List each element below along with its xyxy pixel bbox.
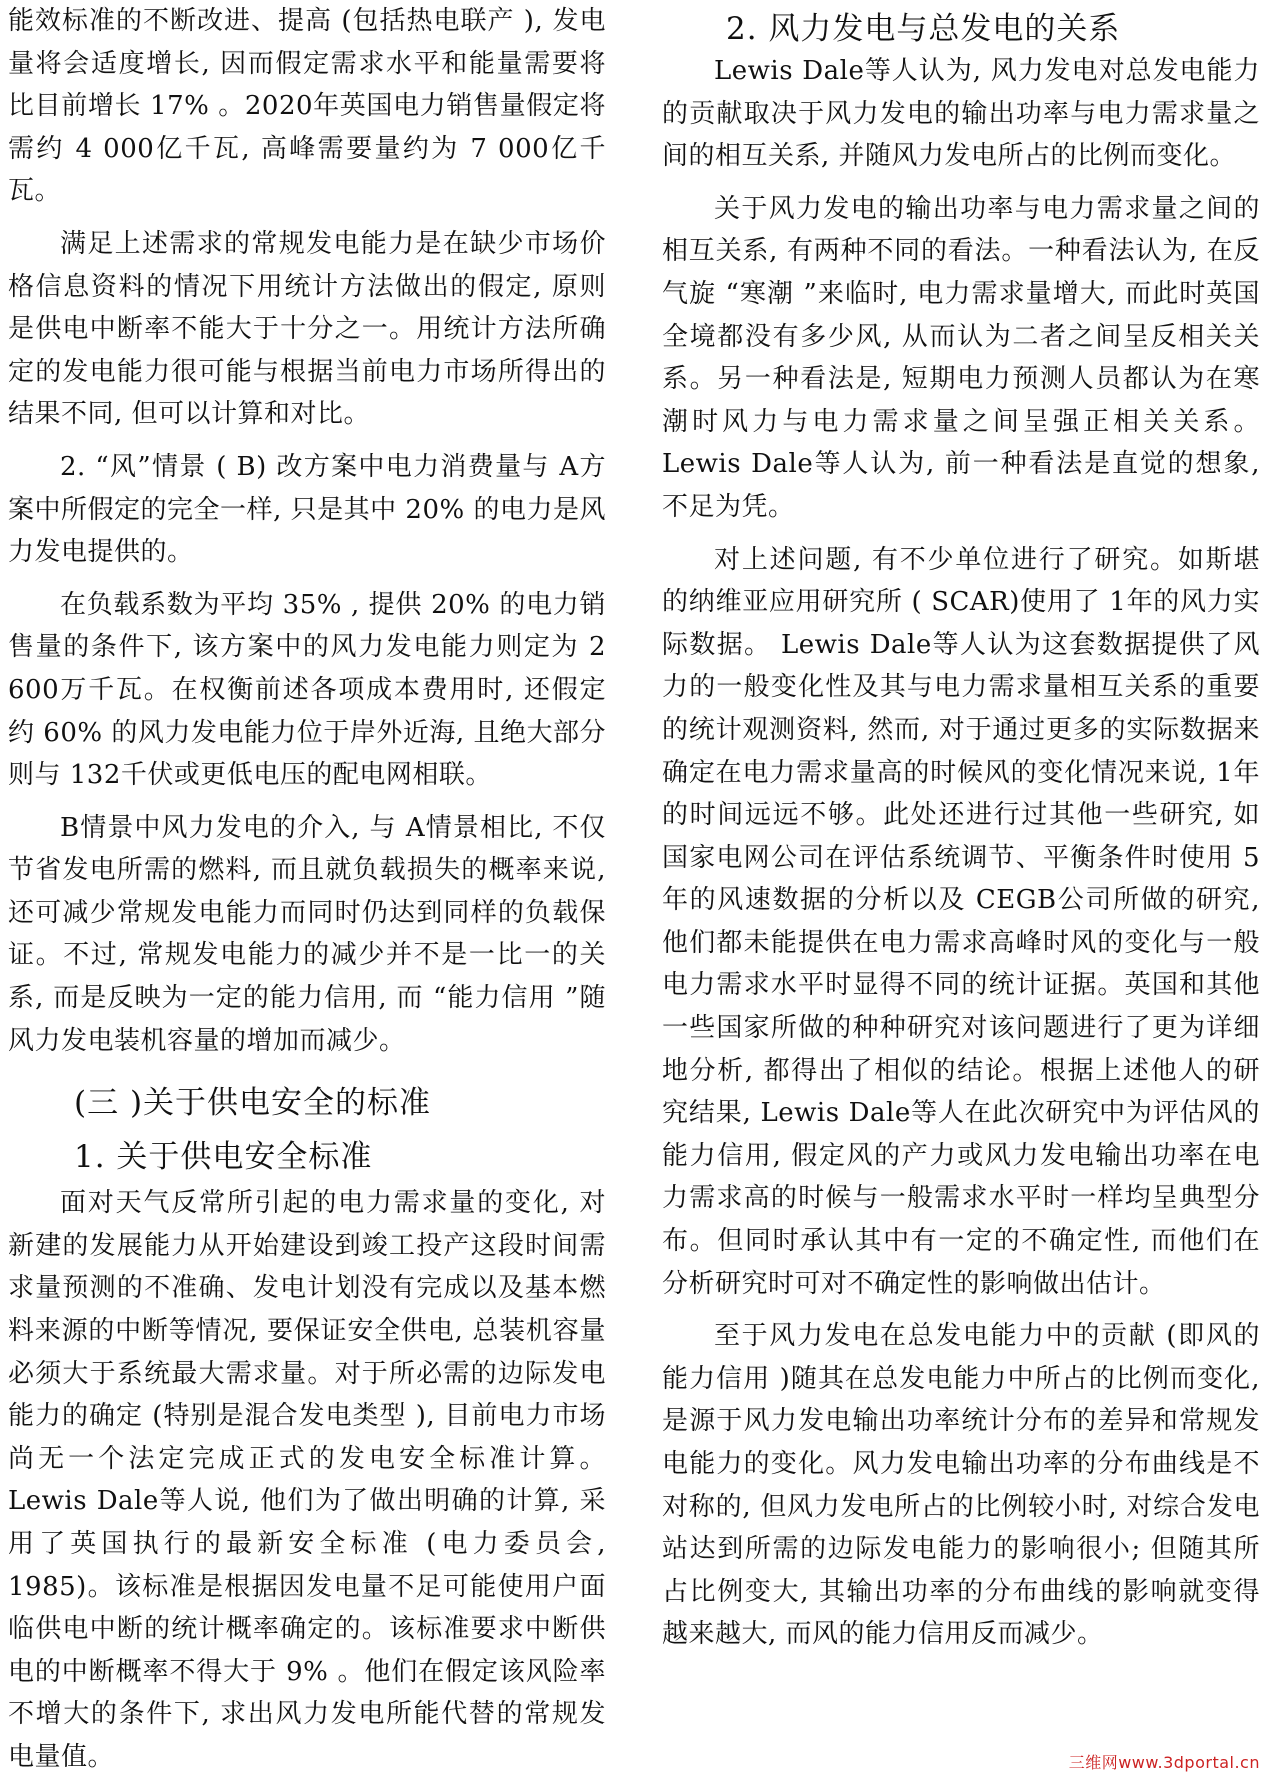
paragraph-capacity-credit-variation: 至于风力发电在总发电能力中的贡献 (即风的能力信用 )随其在总发电能力中所占的比例而变化, 是源于风力发电输出功率统计分布的差异和常规发电能力的变化。风力发电输出功率的分布曲线是不对称的, 但风力发电所占的比例较小时, 对综合发电站达到所需的边际发电能力的影响很小; 但随其所占比例变大, 其输出功率的分布曲线的影响就变得越来越大, 而风的能力信用反而减少。 [662, 1321, 1260, 1650]
paragraph-wind-contribution: Lewis Dale等人认为, 风力发电对总发电能力的贡献取决于风力发电的输出功率与电力需求量之间的相互关系, 并随风力发电所占的比例而变化。 [662, 56, 1260, 172]
paragraph-load-factor: 在负载系数为平均 35% , 提供 20% 的电力销售量的条件下, 该方案中的风力发电能力则定为 2 600万千瓦。在权衡前述各项成本费用时, 还假定约 60% 的风力发电能力位于岸外近海, 且绝大部分则与 132千伏或更低电压的配电网相联。 [8, 589, 606, 791]
paragraph-conventional-capacity: 满足上述需求的常规发电能力是在缺少市场价格信息资料的情况下用统计方法做出的假定, 原则是供电中断率不能大于十分之一。用统计方法所确定的发电能力很可能与根据当前电力市场所得出的结果不同, 但可以计算和对比。 [8, 228, 606, 430]
right-column [662, 0, 1260, 1656]
paragraph-research-studies: 对上述问题, 有不少单位进行了研究。如斯堪的纳维亚应用研究所 ( SCAR)使用了 1年的风力实际数据。 Lewis Dale等人认为这套数据提供了风力的一般变化性及其与电力需求量相互关系的重要的统计观测资料, 然而, 对于通过更多的实际数据来确定在电力需求量高的时候风的变化情况来说, 1年的时间远远不够。此处还进行过其他一些研究, 如国家电网公司在评估系统调节、平衡条件时使用 5年的风速数据的分析以及 CEGB公司所做的研究, 他们都未能提供在电力需求高峰时风的变化与一般电力需求水平时显得不同的统计证据。英国和其他一些国家所做的种种研究对该问题进行了更为详细地分析, 都得出了相似的结论。根据上述他人的研究结果, Lewis Dale等人在此次研究中为评估风的能力信用, 假定风的产力或风力发电输出功率在电力需求高的时候与一般需求水平时一样均呈典型分布。但同时承认其中有一定的不确定性, 而他们在分析研究时可对不确定性的影响做出估计。 [662, 544, 1260, 1299]
subheading-wind-total-relation: 2. 风力发电与总发电的关系 [726, 11, 1121, 47]
paragraph-security-standard: 面对天气反常所引起的电力需求量的变化, 对新建的发展能力从开始建设到竣工投产这段时间需求量预测的不准确、发电计划没有完成以及基本燃料来源的中断等情况, 要保证安全供电, 总装机容量必须大于系统最大需求量。对于所必需的边际发电能力的确定 (特别是混合发电类型 ), 目前电力市场尚无一个法定完成正式的发电安全标准计算。 Lewis Dale等人说, 他们为了做出明确的计算, 采用了英国执行的最新安全标准 (电力委员会, 1985)。该标准是根据因发电量不足可能使用户面临供电中断的统计概率确定的。该标准要求中断供电的中断概率不得大于 9% 。他们在假定该风险率不增大的条件下, 求出风力发电所能代替的常规发电量值。 [8, 1188, 606, 1772]
paragraph-wind-scenario-b: 2. “风”情景 ( B) 改方案中电力消费量与 A方案中所假定的完全一样, 只是其中 20% 的电力是风力发电提供的。 [8, 451, 606, 568]
paragraph-two-views: 关于风力发电的输出功率与电力需求量之间的相互关系, 有两种不同的看法。一种看法认为, 在反气旋 “寒潮 ”来临时, 电力需求量增大, 而此时英国全境都没有多少风, 从而认为二者之间呈反相关关系。另一种看法是, 短期电力预测人员都认为在寒潮时风力与电力需求量之间呈强正相关关系。 Lewis Dale等人认为, 前一种看法是直觉的想象, 不足为凭。 [662, 193, 1260, 522]
site-watermark: 三维网www.3dportal.cn [1068, 1753, 1260, 1772]
left-column [8, 0, 606, 1779]
section-heading-supply-security: (三 )关于供电安全的标准 [74, 1085, 432, 1122]
subheading-supply-security-standard: 1. 关于供电安全标准 [74, 1139, 373, 1176]
paragraph-demand-forecast: 能效标准的不断改进、提高 (包括热电联产 ), 发电量将会适度增长, 因而假定需求水平和能量需要将比目前增长 17% 。2020年英国电力销售量假定将需约 4 000亿千瓦, 高峰需要量约为 7 000亿千瓦。 [8, 6, 606, 207]
paragraph-capacity-credit: B情景中风力发电的介入, 与 A情景相比, 不仅节省发电所需的燃料, 而且就负载损失的概率来说, 还可减少常规发电能力而同时仍达到同样的负载保证。不过, 常规发电能力的减少并不是一比一的关系, 而是反映为一定的能力信用, 而 “能力信用 ”随风力发电装机容量的增加而减少。 [8, 812, 606, 1056]
